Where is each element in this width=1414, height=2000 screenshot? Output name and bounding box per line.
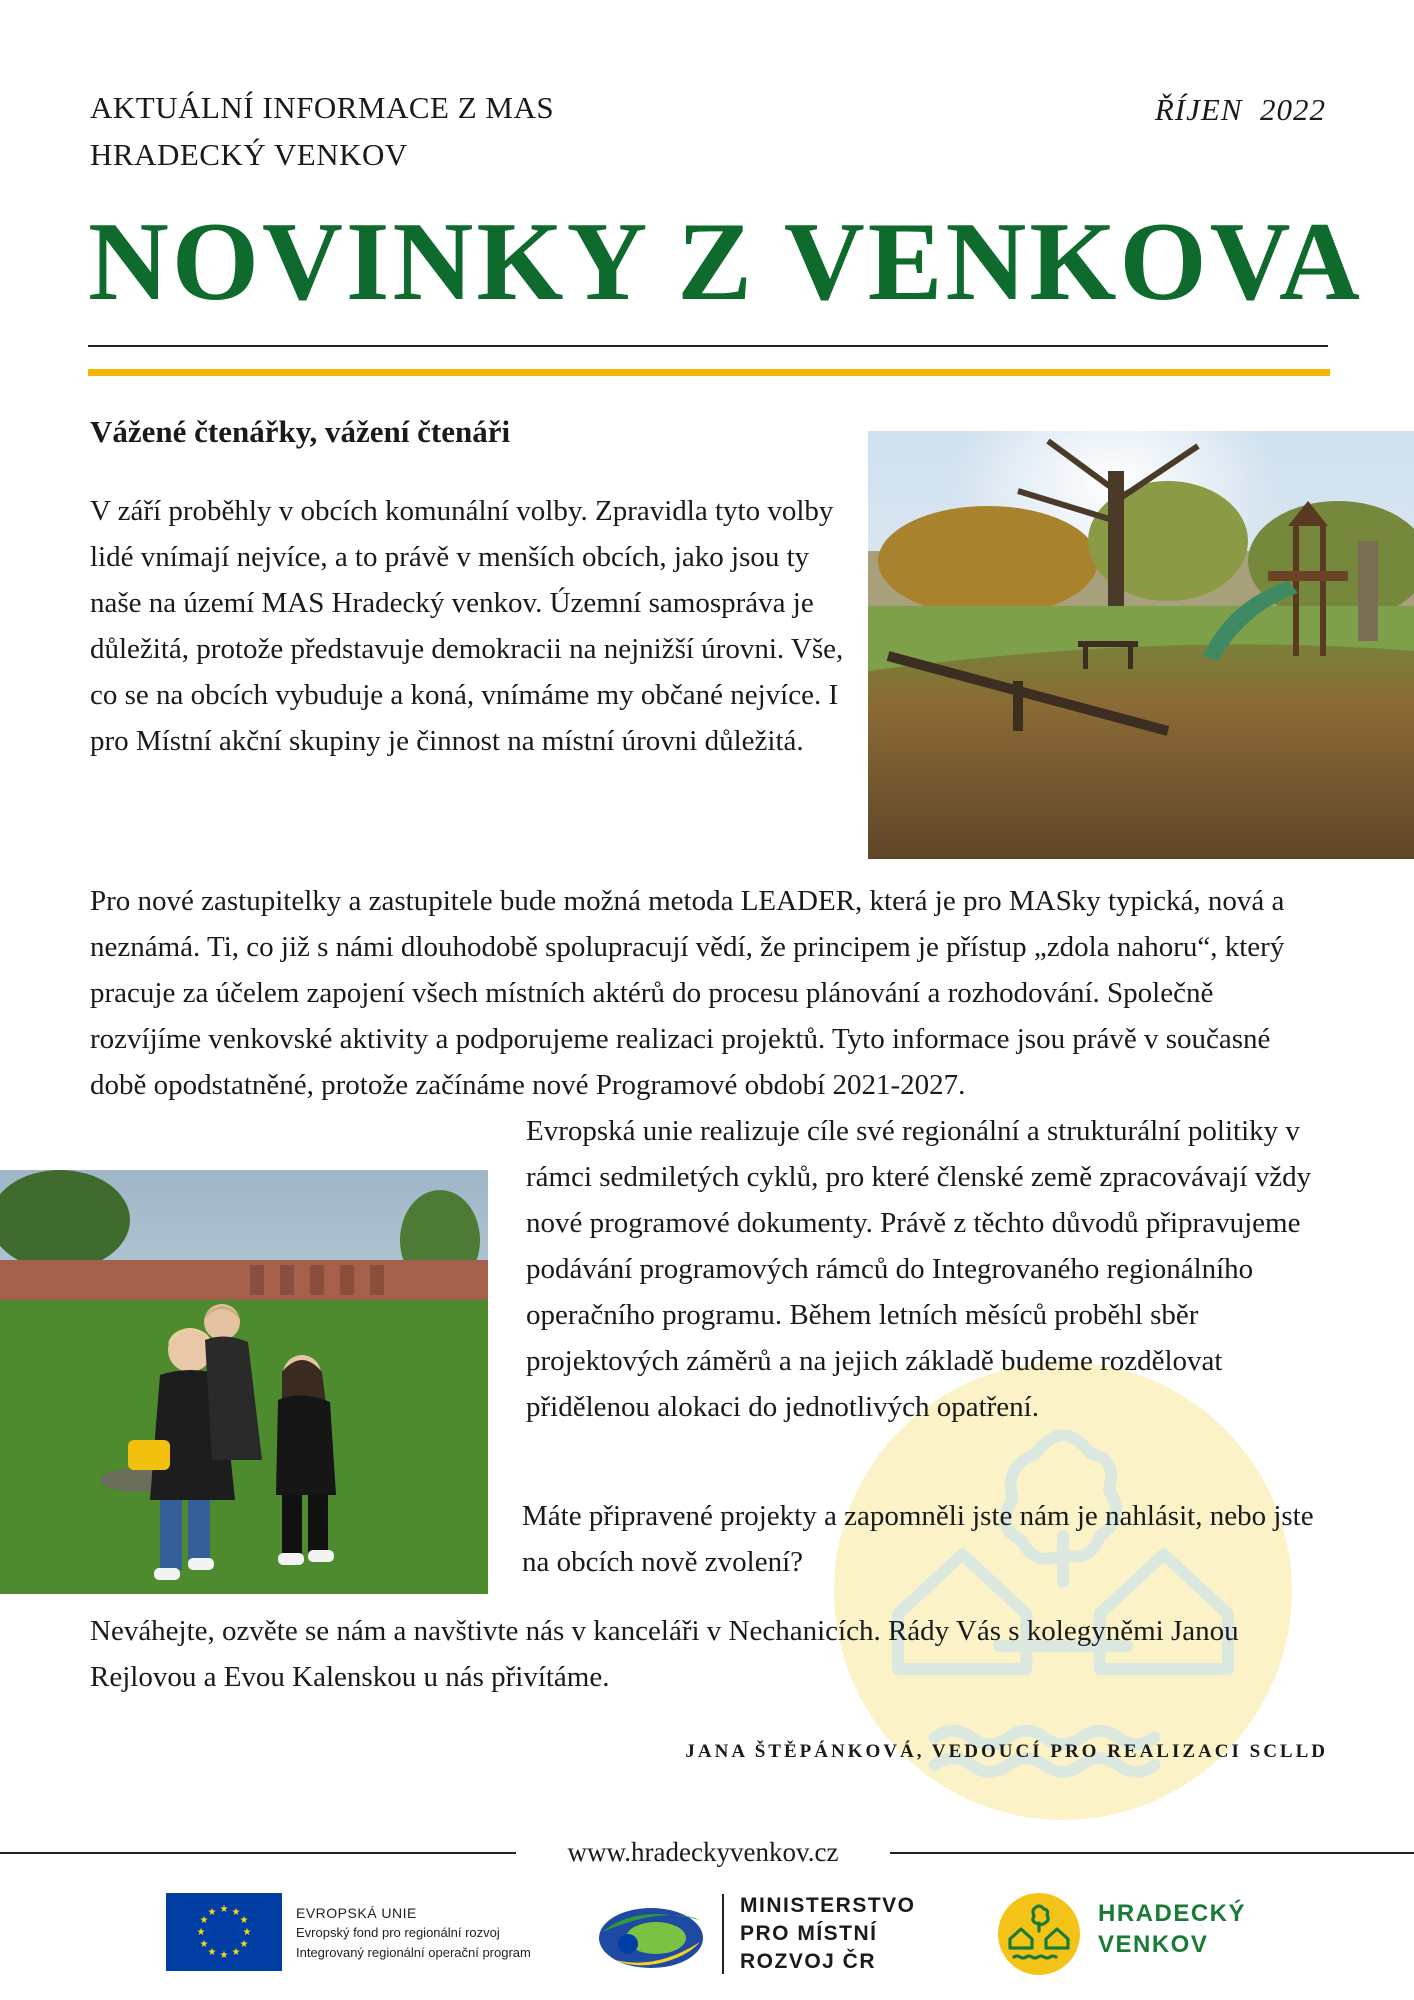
mmr-divider xyxy=(722,1894,724,1974)
article-paragraph-3: Evropská unie realizuje cíle své regionální a strukturální politiky v rámci sedmiletých cyklů, pro které členské země zpracovávají vždy nové programové dokumenty. Právě z těchto důvodů připravujeme podávání programových rámců do Integrovaného regionálního operačního programu. Během letních měsíců proběhl sběr projektových záměrů a na jejich základě budeme rozdělovat přidělenou alokaci do jednotlivých opatření. xyxy=(526,1115,1312,1423)
hradecky-venkov-logo-icon xyxy=(998,1893,1080,1975)
mas-logo-line2: VENKOV xyxy=(1098,1931,1209,1958)
three-women-photo xyxy=(0,1170,488,1594)
article-paragraph-2: Pro nové zastupitelky a zastupitele bude možná metoda LEADER, která je pro MASky typická, nová a neznámá. Ti, co již s námi dlouhodobě spolupracují vědí, že principem je přístup „zdola nahoru“, který pracuje za účelem zapojení všech místních aktérů do procesu plánování a rozhodování. Společně rozvíjíme venkovské aktivity a podporujeme realizaci projektů. Tyto informace jsou právě v současné době opodstatněné, protože začínáme nové Programové období 2021-2027. xyxy=(90,885,1285,1101)
website-link[interactable]: www.hradeckyvenkov.cz xyxy=(567,1837,839,1867)
article-signature: JANA ŠTĚPÁNKOVÁ, VEDOUCÍ PRO REALIZACI SCLLD xyxy=(685,1741,1328,1762)
svg-text:★: ★ xyxy=(199,1915,209,1926)
svg-text:★: ★ xyxy=(219,1950,229,1961)
header-gold-bar xyxy=(88,369,1330,376)
svg-text:★: ★ xyxy=(239,1939,249,1950)
eu-label-line2: Evropský fond pro regionální rozvoj xyxy=(296,1925,500,1940)
mmr-logo-icon xyxy=(596,1898,706,1972)
ministry-label xyxy=(740,1892,916,1976)
svg-text:★: ★ xyxy=(219,1904,229,1915)
ministry-line3: ROZVOJ ČR xyxy=(740,1950,877,1973)
header-subtitle xyxy=(90,84,554,178)
svg-text:★: ★ xyxy=(231,1947,241,1958)
svg-text:★: ★ xyxy=(239,1915,249,1926)
footer-divider-left xyxy=(0,1852,516,1854)
header-divider xyxy=(88,345,1328,347)
article-paragraph-1: V září proběhly v obcích komunální volby. Zpravidla tyto volby lidé vnímají nejvíce, a to právě v menších obcích, jako jsou ty naše na území MAS Hradecký venkov. Územní samospráva je důležitá, protože představuje demokracii na nejnižší úrovni. Vše, co se na obcích vybuduje a koná, vnímáme my občané nejvíce. I pro Místní akční skupiny je činnost na místní úrovni důležitá. xyxy=(90,495,844,757)
playground-park-photo xyxy=(868,431,1414,859)
mas-logo-label xyxy=(1098,1898,1246,1960)
header-subtitle-line2: HRADECKÝ VENKOV xyxy=(90,137,408,172)
mas-logo-line1: HRADECKÝ xyxy=(1098,1900,1247,1927)
header-subtitle-line1: AKTUÁLNÍ INFORMACE Z MAS xyxy=(90,90,555,125)
eu-label-line3: Integrovaný regionální operační program xyxy=(296,1945,531,1960)
svg-text:★: ★ xyxy=(199,1939,209,1950)
issue-date: ŘÍJEN 2022 xyxy=(1154,92,1326,127)
svg-text:★: ★ xyxy=(196,1927,206,1938)
eu-flag-icon xyxy=(166,1893,282,1971)
ministry-line2: PRO MÍSTNÍ xyxy=(740,1922,878,1945)
article-greeting: Vážené čtenářky, vážení čtenáři xyxy=(90,414,511,449)
eu-funding-label xyxy=(296,1903,531,1963)
svg-text:★: ★ xyxy=(231,1907,241,1918)
article-paragraph-4: Máte připravené projekty a zapomněli jste nám je nahlásit, nebo jste na obcích nově zvolení? xyxy=(522,1500,1314,1578)
ministry-line1: MINISTERSTVO xyxy=(740,1894,916,1917)
svg-text:★: ★ xyxy=(207,1947,217,1958)
eu-label-line1: EVROPSKÁ UNIE xyxy=(296,1905,417,1921)
page-title: NOVINKY Z VENKOVA xyxy=(88,200,1363,324)
article-paragraph-5: Neváhejte, ozvěte se nám a navštivte nás v kanceláři v Nechanicích. Rády Vás s kolegyněmi Janou Rejlovou a Evou Kalenskou u nás přivítáme. xyxy=(90,1615,1239,1693)
svg-text:★: ★ xyxy=(242,1927,252,1938)
svg-text:★: ★ xyxy=(207,1907,217,1918)
footer-divider-right xyxy=(890,1852,1414,1854)
